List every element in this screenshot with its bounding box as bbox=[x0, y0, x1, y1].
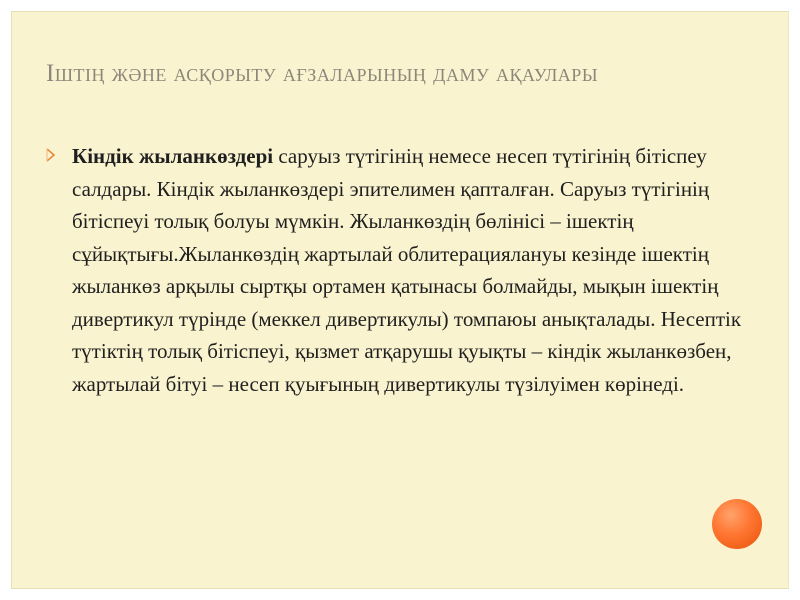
bullet-item bbox=[46, 140, 761, 400]
right-margin bbox=[790, 0, 800, 600]
slide-title: Іштің және асқорыту ағзаларының даму ақаулары bbox=[46, 60, 599, 87]
bullet-arrow-icon bbox=[46, 148, 56, 162]
slide-edge-line bbox=[788, 11, 789, 589]
bullet-body: саруыз түтігінің немесе несеп түтігінің бітіспеу салдары. Кіндік жыланкөздері эпителимен қапталған. Саруыз түтігінің бітіспеуі толық болуы мүмкін. Жыланкөздің бөлінісі – ішектің сұйықтығы.Жыланкөздің жартылай облитерациялануы кезінде ішектің жыланкөз арқылы сыртқы ортамен қатынасы болмайды, мықын ішектің дивертикул түрінде (меккел дивертикулы) томпаюы анықталады. Несептік түтіктің толық бітіспеуі, қызмет атқарушы қуықты – кіндік жыланкөзбен, жартылай бітуі – несеп қуығының дивертикулы түзілуімен көрінеді. bbox=[72, 144, 742, 396]
bullet-bold-term: Кіндік жыланкөздері bbox=[72, 144, 274, 168]
orange-circle-decoration bbox=[712, 499, 762, 549]
bullet-text bbox=[72, 140, 761, 400]
slide-content bbox=[46, 140, 761, 400]
